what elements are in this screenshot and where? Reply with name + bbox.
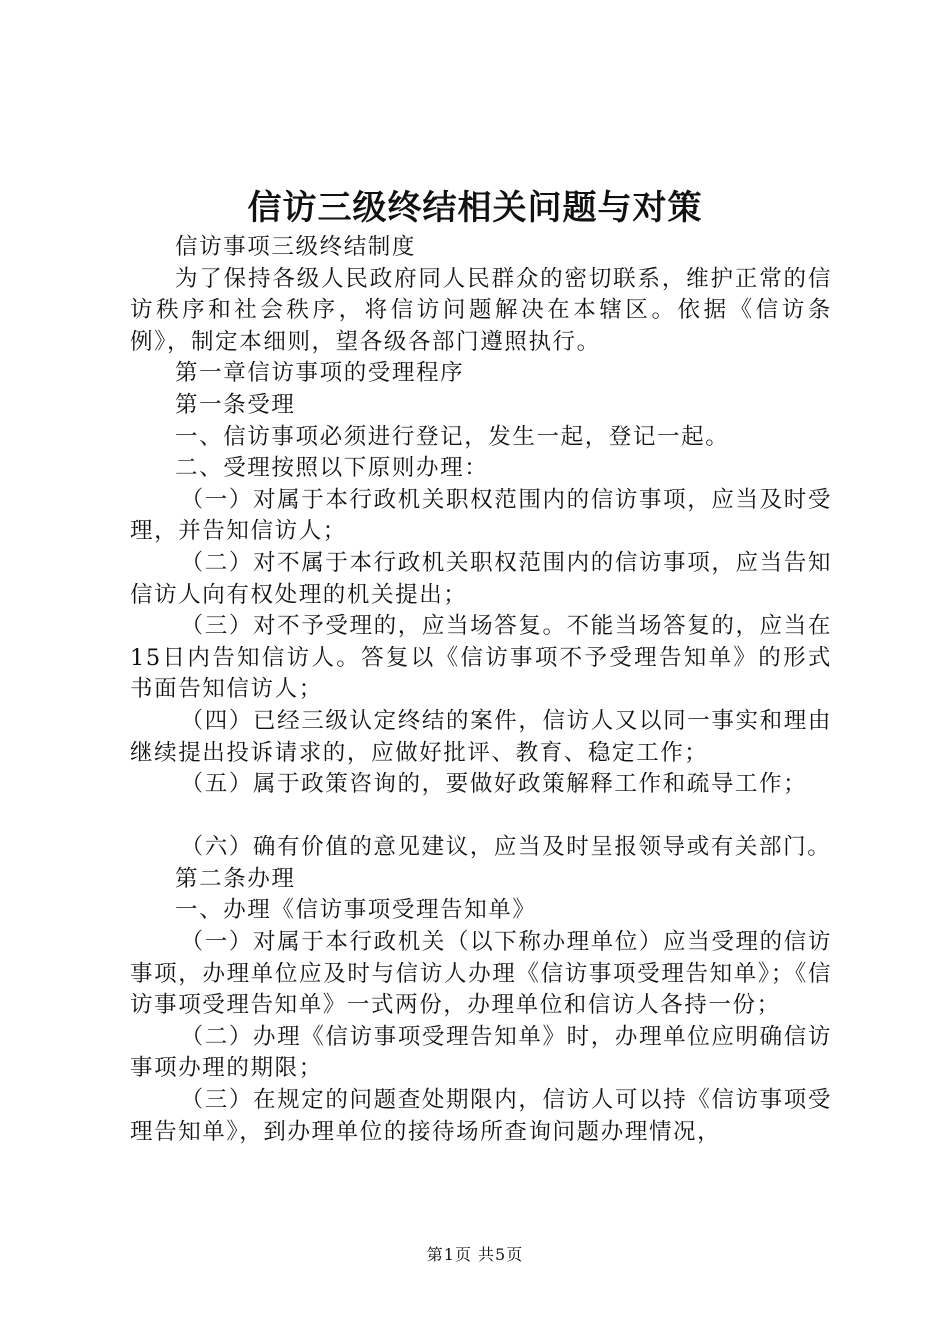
paragraph: 为了保持各级人民政府同人民群众的密切联系，维护正常的信访秩序和社会秩序，将信访问题解决在本辖区。依据《信访条例》，制定本细则，望各级各部门遵照执行。	[130, 265, 832, 355]
paragraph: 一、信访事项必须进行登记，发生一起，登记一起。	[175, 423, 730, 450]
paragraph: （六）确有价值的意见建议，应当及时呈报领导或有关部门。	[180, 834, 832, 861]
chapter-heading: 第一章信访事项的受理程序	[175, 360, 465, 387]
paragraph: （四）已经三级认定终结的案件，信访人又以同一事实和理由继续提出投诉请求的，应做好批评、教育、稳定工作；	[130, 707, 832, 766]
paragraph: （五）属于政策咨询的，要做好政策解释工作和疏导工作；	[180, 771, 808, 798]
paragraph: （二）办理《信访事项受理告知单》时，办理单位应明确信访事项办理的期限；	[130, 1023, 832, 1082]
paragraph: （一）对属于本行政机关职权范围内的信访事项，应当及时受理，并告知信访人；	[130, 486, 832, 545]
document-body	[130, 232, 832, 1148]
paragraph: （二）对不属于本行政机关职权范围内的信访事项，应当告知信访人向有权处理的机关提出；	[130, 549, 832, 608]
blank-line	[130, 801, 832, 833]
article-heading: 第二条办理	[175, 865, 296, 892]
page-number: 第1页 共5页	[426, 1245, 524, 1264]
paragraph: （三）对不予受理的，应当场答复。不能当场答复的，应当在15日内告知信访人。答复以《信访事项不予受理告知单》的形式书面告知信访人；	[130, 613, 832, 703]
article-heading: 第一条受理	[175, 391, 296, 418]
document-title: 信访三级终结相关问题与对策	[247, 188, 703, 228]
paragraph: 一、办理《信访事项受理告知单》	[175, 897, 537, 924]
paragraph: 二、受理按照以下原则办理：	[175, 455, 489, 482]
paragraph: 信访事项三级终结制度	[175, 234, 417, 260]
paragraph: （一）对属于本行政机关（以下称办理单位）应当受理的信访事项，办理单位应及时与信访人办理《信访事项受理告知单》；《信访事项受理告知单》一式两份，办理单位和信访人各持一份；	[130, 929, 832, 1019]
paragraph: （三）在规定的问题查处期限内，信访人可以持《信访事项受理告知单》，到办理单位的接待场所查询问题办理情况，	[130, 1087, 832, 1145]
